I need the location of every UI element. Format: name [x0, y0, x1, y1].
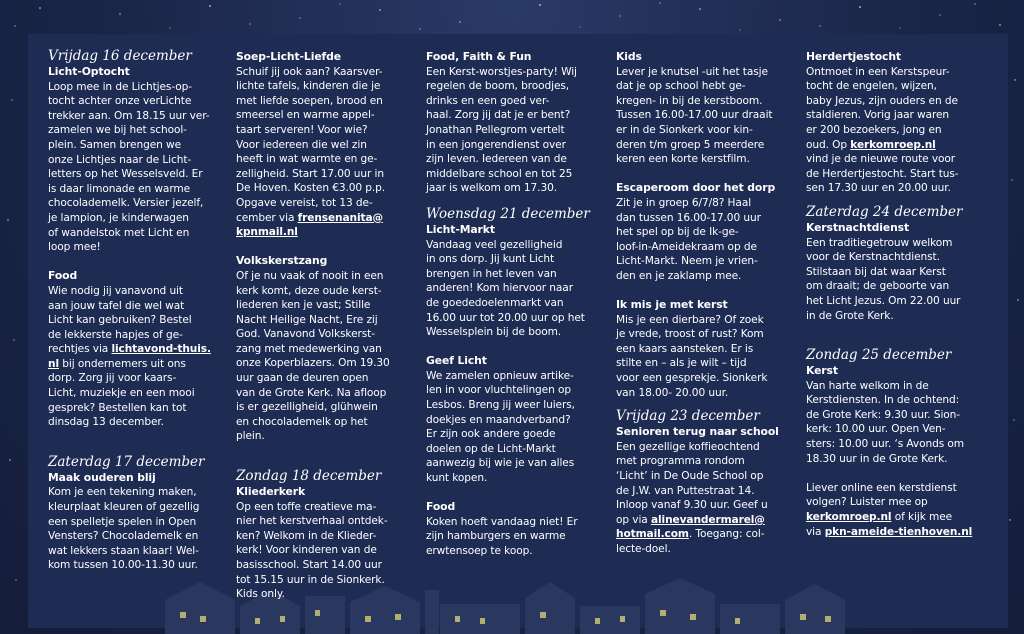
- event-text: Kom je een tekening maken, kleurplaat kleuren of gezellig een spelletje spelen in Open Vensters? Chocolademelk en wat lekkers staan klaar! Wel- kom tussen 10.00-11.30 uur.: [48, 486, 200, 572]
- day-heading: Zondag 18 december: [236, 468, 382, 485]
- event-title: Licht-Markt: [426, 222, 495, 236]
- event-text: Een Kerst-worstjes-party! Wij regelen de boom, broodjes, drinks en een goed ver- haal. Zorg jij dat je er bent? Jonathan Pellegrom vertelt in een jongerendienst over zijn leven. Iedereen van de middelbare school en tot 25 jaar is welkom om 17.30.: [426, 65, 577, 195]
- link-lichtavond-thuis[interactable]: lichtavond-thuis. nl: [48, 343, 211, 370]
- column-3: [426, 50, 610, 559]
- column-5: [806, 50, 996, 539]
- event-title: Volkskerstzang: [236, 254, 328, 268]
- event-title: Senioren terug naar school: [616, 425, 779, 439]
- event-title: Kerst: [806, 364, 838, 378]
- event-text: We zamelen opnieuw artike- len in voor vluchtelingen op Lesbos. Breng jij weer luiers, doekjes en maandverband? Er zijn ook andere goede doelen op de Licht-Markt aanwezig bij wie je van alles kunt kopen.: [426, 369, 575, 485]
- day-heading: Zaterdag 17 december: [48, 453, 205, 470]
- event-text: Wie nodig jij vanavond uit aan jouw tafel die wel wat Licht kan gebruiken? Bestel de lekkerste hapjes of ge- rechtjes via lichtavond-thuis. nl bij ondernemers uit ons dorp. Zorg jij voor kaars- Licht, muziekje en een mooi gesprek? Bestellen kan tot dinsdag 13 december.: [48, 284, 211, 429]
- event-text: Of je nu vaak of nooit in een kerk komt, deze oude kerst- liederen ken je vast; Stille Nacht Heilige Nacht, Ere zij God. Vanavond Volkskerst- zang met medewerking van onze Koperblazers. Om 19.30 uur gaan de deuren open van de Grote Kerk. Na afloop is er gezelligheid, glühwein en chocolademelk op het plein.: [236, 269, 390, 443]
- event-text: Lever je knutsel -uit het tasje dat je op school hebt ge- kregen- in bij de kerstboom. Tussen 16.00-17.00 uur draait er in de Sionkerk voor kin- deren t/m groep 5 meerdere keren een korte kerstfilm.: [616, 65, 773, 166]
- event-text: Loop mee in de Lichtjes-op- tocht achter onze verLichte trekker aan. Om 18.15 uur ver- zamelen we bij het school- plein. Samen brengen we onze Lichtjes naar de Licht- letters op het Wesselsveld. Er is daar limonade en warme chocolademelk. Versier jezelf, je lampion, je kinderwagen of wandelstok met Licht en loop mee!: [48, 80, 210, 254]
- day-heading: Vrijdag 16 december: [48, 48, 192, 64]
- link-pkn-ameide-tienhoven[interactable]: pkn-ameide-tienhoven.nl: [824, 525, 973, 538]
- event-title: Escaperoom door het dorp: [616, 181, 776, 195]
- event-title: Ik mis je met kerst: [616, 298, 728, 312]
- event-title: Food: [426, 500, 456, 514]
- column-2: [236, 50, 418, 602]
- link-ikgeloofinameide[interactable]: kerkomroep.nl: [850, 138, 936, 151]
- event-text: Op een toffe creatieve ma- nier het kerstverhaal ontdek- ken? Welkom in de Klieder- kerk! Voor kinderen van de basisschool. Start 14.00 uur tot 15.15 uur in de Sionkerk. Kids only.: [236, 500, 388, 601]
- day-heading: Zaterdag 24 december: [806, 203, 963, 220]
- event-title: Kliederkerk: [236, 485, 306, 499]
- column-1: [48, 46, 228, 573]
- event-text: Een gezellige koffieochtend met programma rondom ‘Licht’ in De Oude School op de J.W. van Puttestraat 14. Inloop vanaf 9.30 uur. Geef u op via alinevandermarel@ hotmail.com. Toegang: col- lecte-doel.: [616, 440, 768, 555]
- link-kerkomroep[interactable]: kerkomroep.nl: [806, 511, 892, 524]
- event-text: Ontmoet in een Kerstspeur- tocht de engelen, wijzen, baby Jezus, zijn ouders en de staldieren. Vorig jaar waren er 200 bezoekers, jong en oud. Op kerkomroep.nl vind je de nieuwe route voor de Herdertjestocht. Start tus- sen 17.30 uur en 20.00 uur.: [806, 65, 959, 195]
- link-frensenanita-email[interactable]: frensenanita@ kpnmail.nl: [236, 211, 384, 239]
- event-text: Liever online een kerstdienst volgen? Luister mee op kerkomroep.nl of kijk mee via pkn-ameide-tienhoven.nl: [806, 481, 973, 538]
- event-text: Koken hoeft vandaag niet! Er zijn hamburgers en warme erwtensoep te koop.: [426, 515, 578, 557]
- day-heading: Woensdag 21 december: [426, 205, 590, 222]
- event-title: Herdertjestocht: [806, 50, 901, 63]
- event-text: Mis je een dierbare? Of zoek je vrede, troost of rust? Kom een kaars aansteken. Er is stilte en – als je wilt – tijd voor een gesprekje. Sionkerk van 18.00- 20.00 uur.: [616, 313, 768, 399]
- event-text: Een traditiegetrouw welkom voor de Kerstnachtdienst. Stilstaan bij dat waar Kerst om draait; de geboorte van het Licht Jezus. Om 22.00 uur in de Grote Kerk.: [806, 236, 961, 322]
- event-title: Food, Faith & Fun: [426, 50, 532, 63]
- event-title: Food: [48, 269, 78, 283]
- day-heading: Vrijdag 23 december: [616, 408, 760, 425]
- event-text: Zit je in groep 6/7/8? Haal dan tussen 16.00-17.00 uur het spel op bij de Ik-ge- loof-in-Ameidekraam op de Licht-Markt. Neem je vrien- den en je zaklamp mee.: [616, 196, 761, 282]
- event-title: Soep-Licht-Liefde: [236, 50, 341, 63]
- day-heading: Zondag 25 december: [806, 347, 952, 364]
- event-text: Van harte welkom in de Kerstdiensten. In de ochtend: de Grote Kerk: 9.30 uur. Sion- kerk: 10.00 uur. Open Ven- sters: 10.00 uur. ‘s Avonds om 18.30 uur in de Grote Kerk.: [806, 379, 965, 465]
- event-text: Vandaag veel gezelligheid in ons dorp. Jij kunt Licht brengen in het leven van anderen! Kom hiervoor naar de goededoelenmarkt van 16.00 uur tot 20.00 uur op het Wesselsplein bij de boom.: [426, 238, 585, 339]
- event-title: Licht-Optocht: [48, 65, 130, 78]
- event-title: Kids: [616, 50, 642, 63]
- event-title: Maak ouderen blij: [48, 470, 156, 484]
- event-text: Schuif jij ook aan? Kaarsver- lichte tafels, kinderen die je met liefde soepen, brood en smeersel en warme appel- taart serveren! Voor wie? Voor iedereen die wel zin heeft in wat warmte en ge- zelligheid. Start 17.00 uur in De Hoven. Kosten €3.00 p.p. Opgave vereist, tot 13 de- cember via frensenanita@ kpnmail.nl: [236, 65, 386, 239]
- link-alinevandermarel-email[interactable]: alinevandermarel@ hotmail.com: [616, 513, 765, 541]
- event-title: Kerstnachtdienst: [806, 220, 910, 234]
- column-4: [616, 50, 800, 557]
- event-title: Geef Licht: [426, 354, 487, 368]
